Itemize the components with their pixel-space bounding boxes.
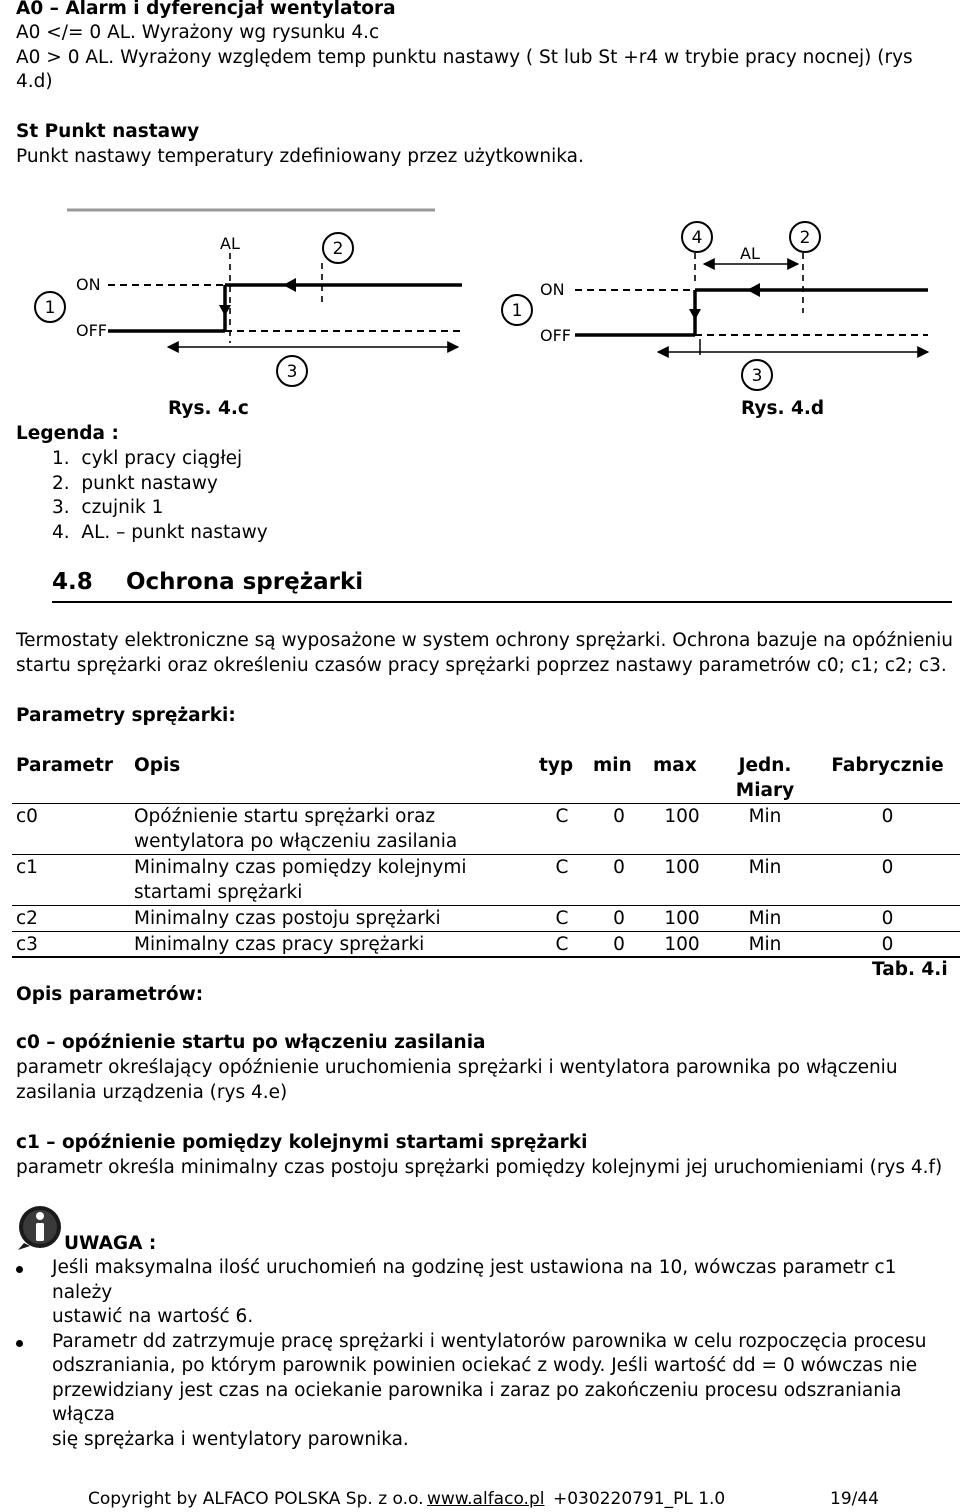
- table-caption: Tab. 4.i: [872, 959, 948, 980]
- table-row: [12, 906, 960, 932]
- section-para-1: Termostaty elektroniczne są wyposażone w system ochrony sprężarki. Ochrona bazuje na opóźnieniu: [16, 630, 953, 651]
- diagram-4d: [502, 222, 928, 390]
- table-row: [12, 804, 960, 855]
- th-jedn-2: Miary: [735, 780, 795, 801]
- back-arrow-left: [283, 278, 296, 292]
- off-label-right: OFF: [540, 326, 571, 345]
- cell-typ: C: [535, 855, 589, 906]
- cell-opis: [130, 855, 535, 906]
- marker-1-right-label: 1: [511, 301, 523, 321]
- th-fab: Fabrycznie: [831, 755, 944, 776]
- footer-copyright: Copyright by ALFACO POLSKA Sp. z o.o.: [88, 1489, 424, 1509]
- bullet-1-line-1: Jeśli maksymalna ilość uruchomień na godzinę jest ustawiona na 10, wówczas parametr c1 należy: [52, 1257, 897, 1303]
- c0-text-2: zasilania urządzenia (rys 4.e): [16, 1082, 288, 1103]
- marker-1-left-label: 1: [44, 298, 56, 318]
- c0-text-1: parametr określający opóźnienie uruchomienia sprężarki i wentylatora parownika po włączeniu: [16, 1057, 898, 1078]
- marker-3-right-label: 3: [751, 366, 763, 386]
- bullet-2-line-3: przewidziany jest czas na ociekanie parownika i zaraz po zakończeniu procesu odszraniania włącza: [52, 1379, 902, 1425]
- legend-item-2: 2. punkt nastawy: [52, 473, 218, 494]
- legend-title: Legenda :: [16, 423, 119, 444]
- cell-min: 0: [589, 932, 649, 958]
- section-para-2: startu sprężarki oraz określeniu czasów pracy sprężarki poprzez nastawy parametrów c0; c1; c2; c3.: [16, 655, 947, 676]
- cell-typ: C: [535, 932, 589, 958]
- down-arrow-right: [689, 309, 701, 320]
- cell-typ: C: [535, 906, 589, 932]
- cell-max: 100: [649, 855, 715, 906]
- cell-jedn: Min: [715, 906, 815, 932]
- st-heading: St Punkt nastawy: [16, 121, 200, 142]
- table-header-row: [12, 753, 960, 804]
- th-jedn-1: Jedn.: [738, 755, 792, 776]
- warning-title: UWAGA :: [64, 1233, 157, 1254]
- cell-opis-l2: wentylatora po włączeniu zasilania: [134, 831, 458, 852]
- al-label-left: AL: [220, 234, 240, 253]
- params-table: [12, 753, 960, 957]
- c1-text: parametr określa minimalny czas postoju sprężarki pomiędzy kolejnymi jej uruchomieniami (rys 4.f): [16, 1157, 943, 1178]
- a0-line-2: A0 > 0 AL. Wyrażony względem temp punktu nastawy ( St lub St +r4 w trybie pracy nocnej) (rys: [16, 47, 913, 68]
- st-text: Punkt nastawy temperatury zdefiniowany przez użytkownika.: [16, 146, 584, 167]
- cell-param: c0: [12, 804, 130, 855]
- opis-title: Opis parametrów:: [16, 984, 204, 1005]
- cell-opis: Minimalny czas pracy sprężarki: [130, 932, 535, 958]
- legend-item-1: 1. cykl pracy ciągłej: [52, 448, 243, 469]
- info-icon: [16, 1203, 64, 1251]
- th-min: min: [593, 755, 632, 776]
- cell-min: 0: [589, 804, 649, 855]
- cell-jedn: Min: [715, 855, 815, 906]
- warning-list: [16, 1256, 946, 1452]
- caption-rys-4d: Rys. 4.d: [741, 398, 825, 419]
- a0-line-3: 4.d): [16, 71, 53, 92]
- bullet-2-line-4: się sprężarka i wentylatory parownika.: [52, 1428, 409, 1450]
- footer-code: +030220791_PL 1.0: [553, 1489, 726, 1509]
- on-label-right: ON: [540, 280, 565, 299]
- cell-jedn: Min: [715, 804, 815, 855]
- cell-param: c3: [12, 932, 130, 958]
- th-jedn: [715, 753, 815, 804]
- diagram-4c: [35, 233, 462, 386]
- a0-heading: A0 – Alarm i dyferencjał wentylatora: [16, 0, 396, 19]
- cell-opis-l2: startami sprężarki: [134, 882, 303, 903]
- legend-item-4: 4. AL. – punkt nastawy: [52, 522, 268, 543]
- table-row: [12, 855, 960, 906]
- section-number: 4.8: [52, 569, 93, 595]
- cell-fab: 0: [815, 855, 960, 906]
- al-label-right: AL: [740, 244, 760, 263]
- cell-fab: 0: [815, 804, 960, 855]
- th-param: Parametr: [16, 755, 113, 776]
- marker-3-left-label: 3: [286, 362, 298, 382]
- hysteresis-diagrams: [0, 195, 960, 405]
- c0-heading: c0 – opóźnienie startu po włączeniu zasilania: [16, 1032, 486, 1053]
- cell-fab: 0: [815, 932, 960, 958]
- bullet-2-line-2: odszraniania, po którym parownik powinien ociekać z wody. Jeśli wartość dd = 0 wówczas nie: [52, 1355, 918, 1376]
- table-row: [12, 932, 960, 958]
- marker-4-right-label: 4: [691, 228, 703, 248]
- cell-jedn: Min: [715, 932, 815, 958]
- bullet-2-line-1: Parametr dd zatrzymuje pracę sprężarki i wentylatorów parownika w celu rozpoczęcia procesu: [52, 1330, 927, 1352]
- cell-fab: 0: [815, 906, 960, 932]
- cell-min: 0: [589, 855, 649, 906]
- legend-item-3: 3. czujnik 1: [52, 497, 164, 518]
- marker-2-left-label: 2: [332, 239, 344, 259]
- cell-max: 100: [649, 932, 715, 958]
- caption-rys-4c: Rys. 4.c: [168, 398, 249, 419]
- cell-max: 100: [649, 804, 715, 855]
- footer-link[interactable]: www.alfaco.pl: [427, 1489, 545, 1509]
- bullet-icon: [16, 1266, 23, 1273]
- bullet-icon: [16, 1340, 23, 1347]
- footer-page-number: 19/44: [830, 1489, 879, 1509]
- cell-opis-l1: Minimalny czas pomiędzy kolejnymi: [134, 857, 467, 878]
- th-typ: typ: [539, 755, 574, 776]
- cell-typ: C: [535, 804, 589, 855]
- cell-max: 100: [649, 906, 715, 932]
- back-arrow-right: [747, 283, 760, 297]
- list-item: [16, 1256, 946, 1330]
- cell-param: c1: [12, 855, 130, 906]
- cell-opis: Minimalny czas postoju sprężarki: [130, 906, 535, 932]
- cell-param: c2: [12, 906, 130, 932]
- cell-opis: [130, 804, 535, 855]
- section-title: Ochrona sprężarki: [126, 569, 364, 595]
- off-label-left: OFF: [76, 321, 107, 340]
- bullet-1-line-2: ustawić na wartość 6.: [52, 1306, 254, 1327]
- marker-2-right-label: 2: [799, 228, 811, 248]
- cell-opis-l1: Opóźnienie startu sprężarki oraz: [134, 806, 436, 827]
- params-title: Parametry sprężarki:: [16, 705, 236, 726]
- on-label-left: ON: [76, 275, 101, 294]
- a0-line-1: A0 </= 0 AL. Wyrażony wg rysunku 4.c: [16, 22, 380, 43]
- list-item: [16, 1330, 946, 1453]
- th-opis: Opis: [134, 755, 181, 776]
- c1-heading: c1 – opóźnienie pomiędzy kolejnymi startami sprężarki: [16, 1132, 588, 1153]
- table-bottom-rule: [12, 956, 960, 958]
- cell-min: 0: [589, 906, 649, 932]
- section-rule: [52, 601, 952, 603]
- th-max: max: [653, 755, 697, 776]
